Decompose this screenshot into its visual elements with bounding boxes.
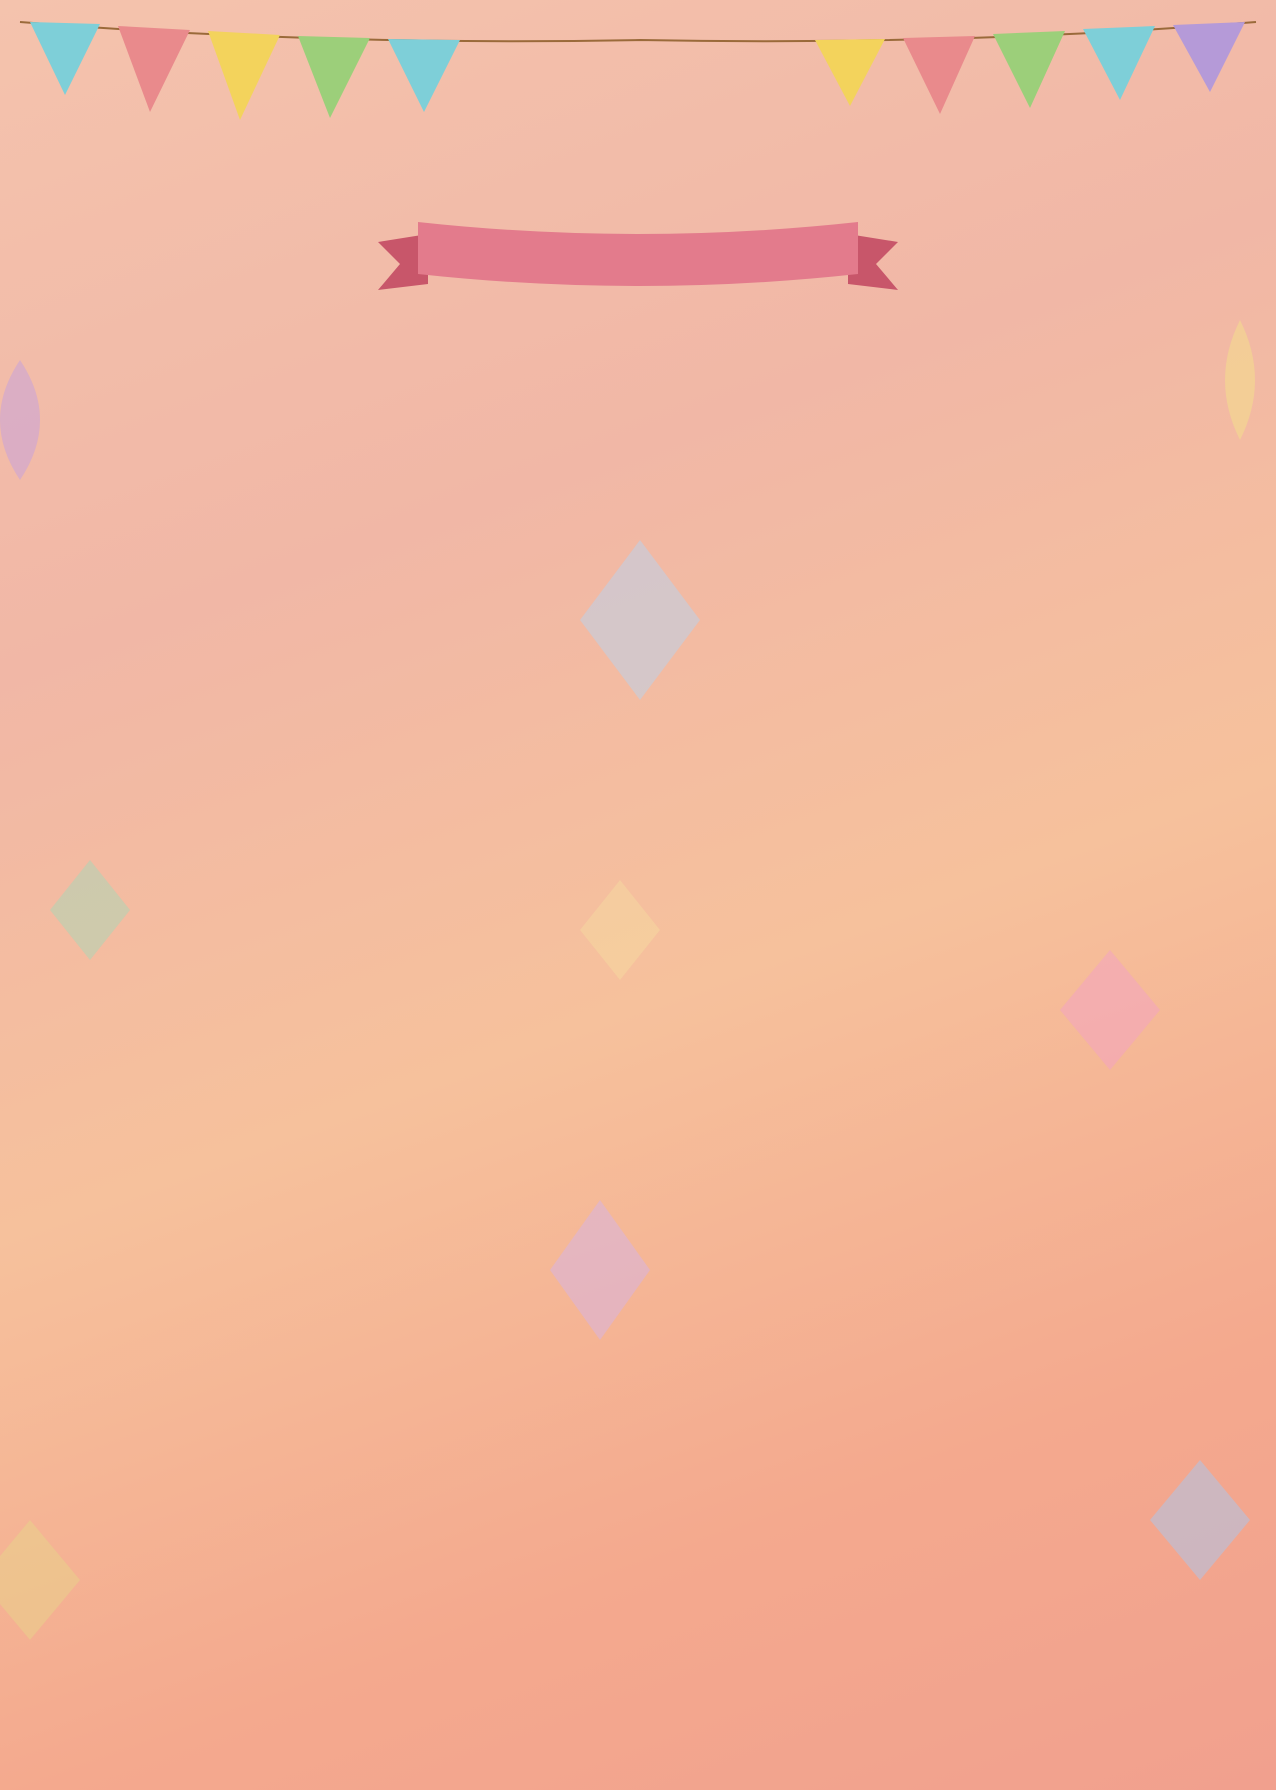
ribbon-banner [378,212,898,294]
